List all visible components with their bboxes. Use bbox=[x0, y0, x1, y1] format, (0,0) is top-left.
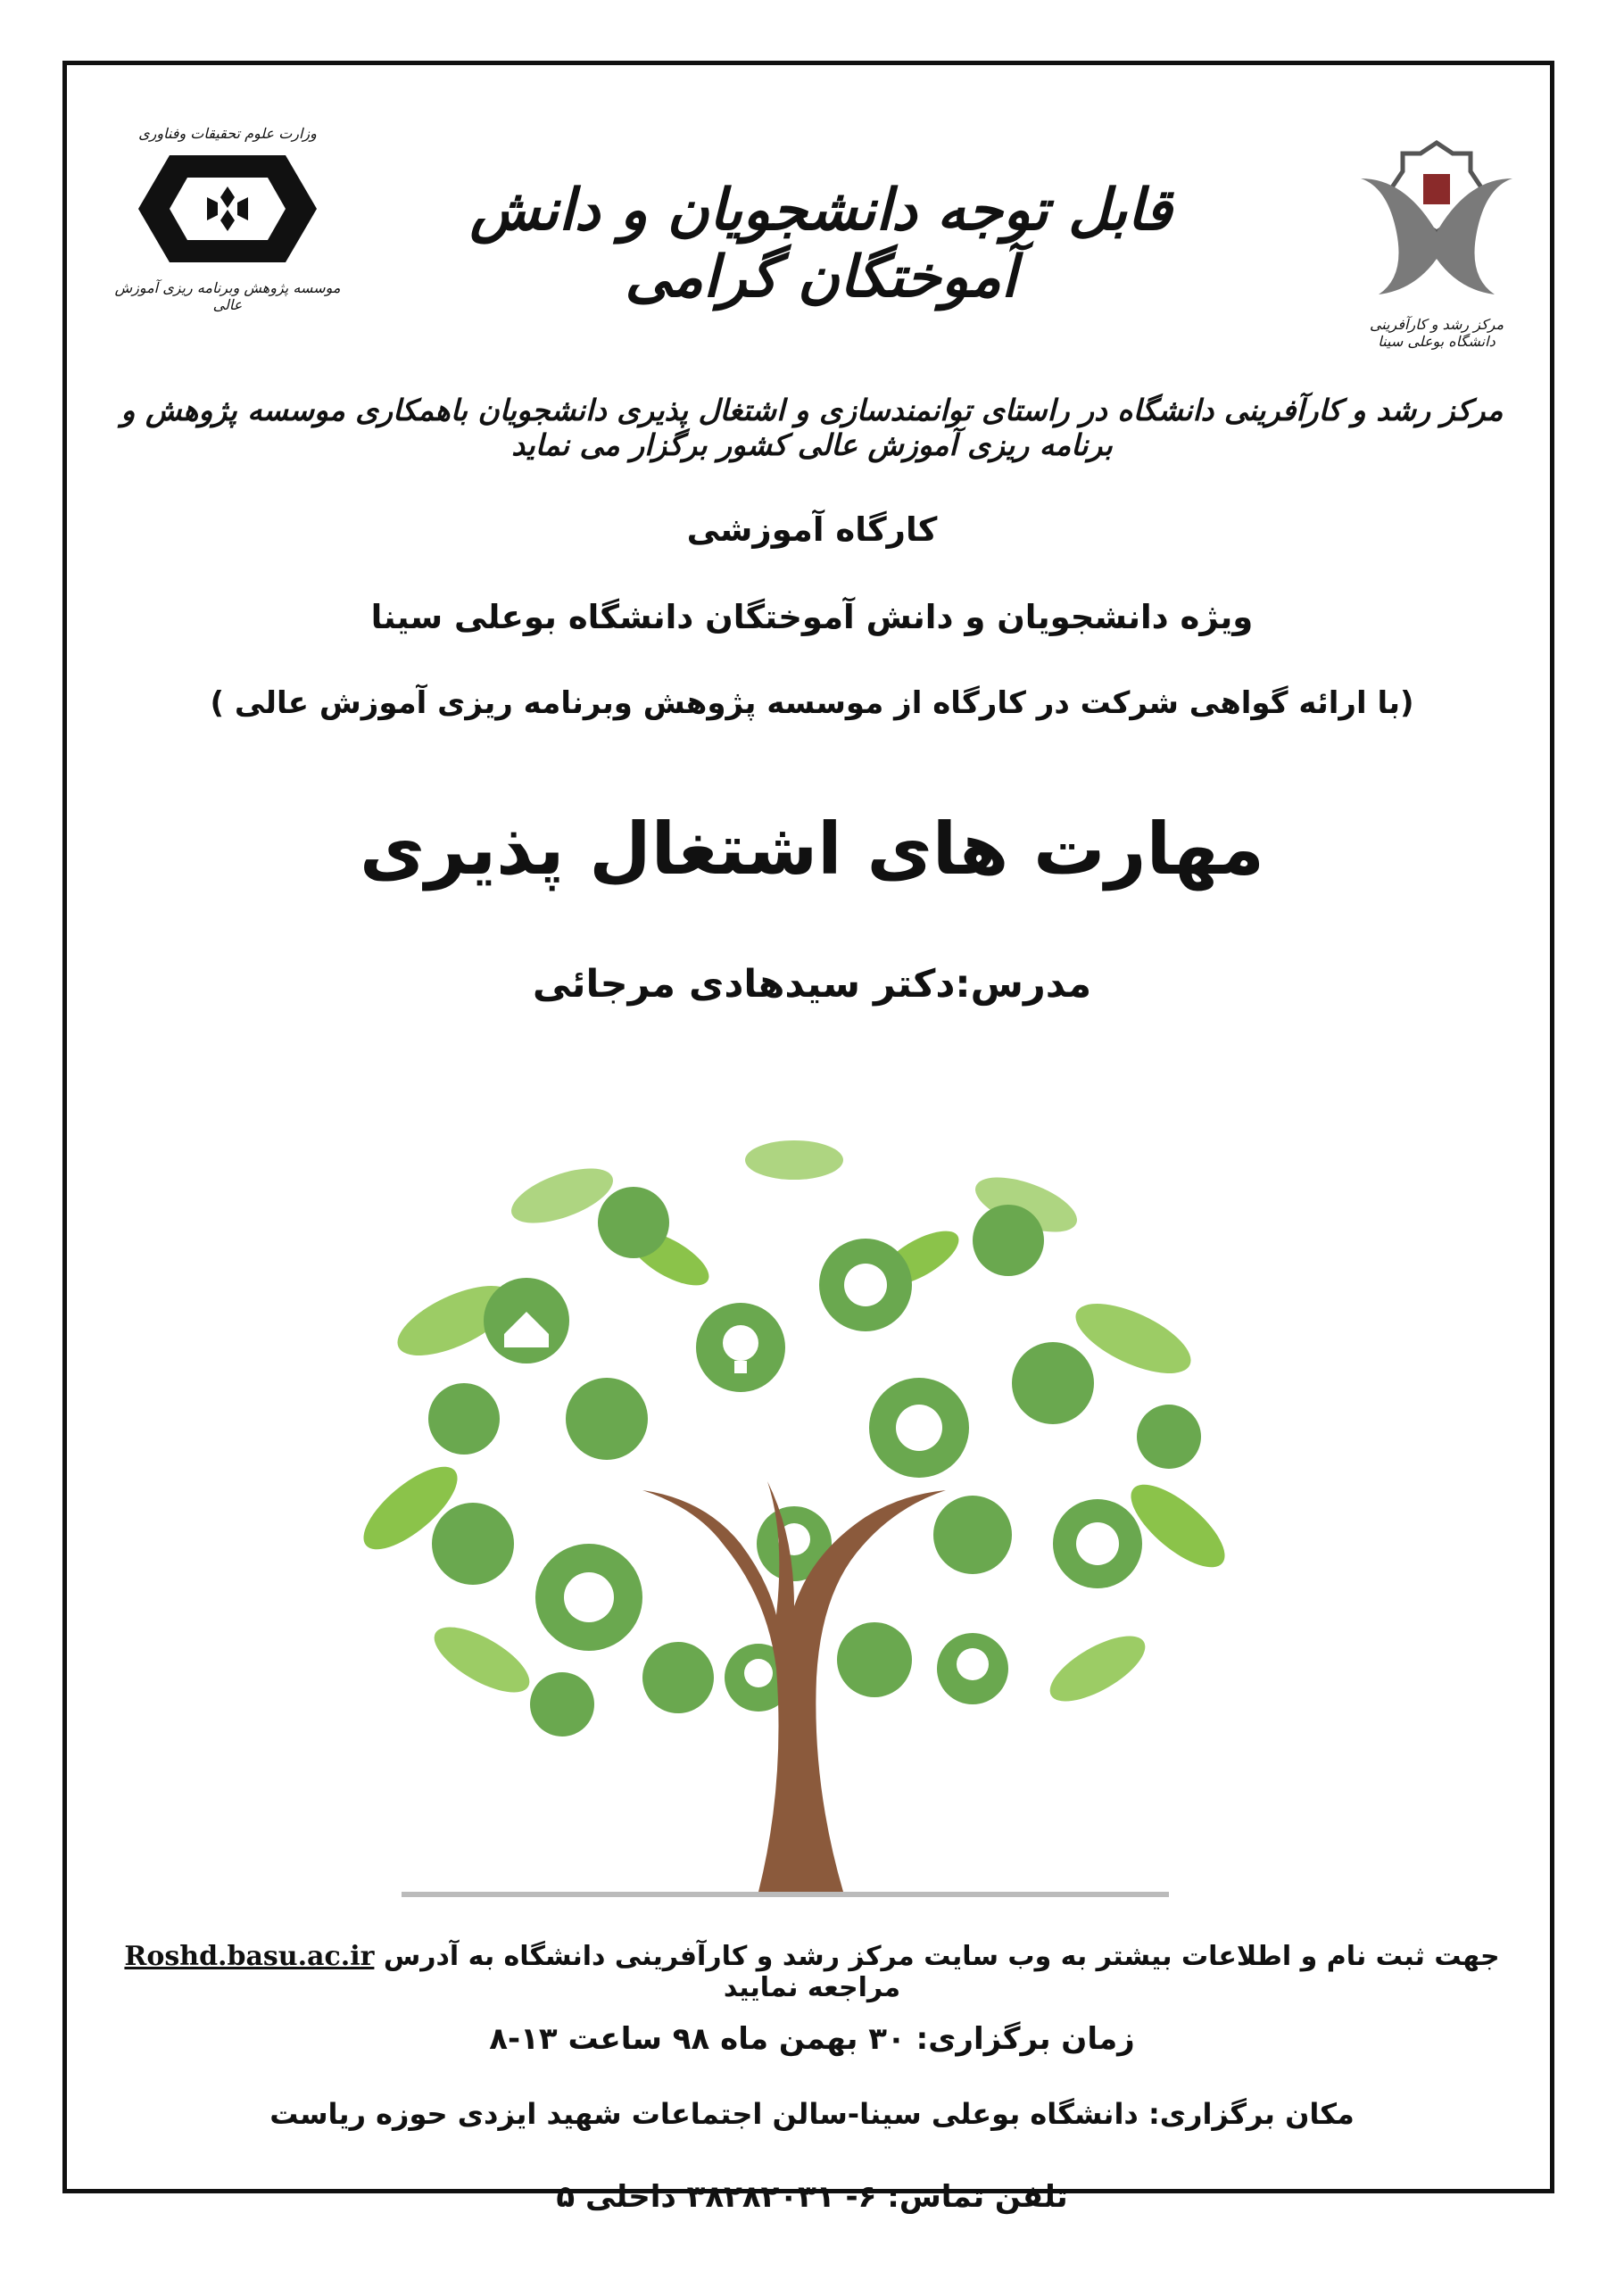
institute-caption: موسسه پژوهش وبرنامه ریزی آموزش عالی bbox=[114, 279, 341, 313]
ministry-logo bbox=[103, 125, 352, 339]
registration-line bbox=[107, 1941, 1517, 2003]
incubator-logo bbox=[1334, 125, 1539, 366]
workshop-label: کارگاه آموزشی bbox=[686, 510, 938, 549]
incubator-caption-1: مرکز رشد و کارآفرینی bbox=[1369, 316, 1504, 333]
incubator-caption-2: دانشگاه بوعلی سینا bbox=[1378, 333, 1496, 350]
ministry-caption: وزارت علوم تحقیقات وفناوری bbox=[138, 125, 317, 142]
registration-text-before: جهت ثبت نام و اطلاعات بیشتر به وب سایت مرکز رشد و کارآفرینی دانشگاه به آدرس bbox=[383, 1941, 1500, 1972]
event-time: زمان برگزاری: ۳۰ بهمن ماه ۹۸ ساعت ۱۳-۸ bbox=[489, 2021, 1135, 2057]
intro-paragraph: مرکز رشد و کارآفرینی دانشگاه در راستای توانمندسازی و اشتغال پذیری دانشجویان باهمکاری موسسه پژوهش و برنامه ریزی آموزش عالی کشور برگزار می نماید bbox=[120, 393, 1504, 462]
page-headline: قابل توجه دانشجویان و دانش آموختگان گرامی bbox=[469, 177, 1172, 311]
ministry-emblem-icon bbox=[120, 142, 335, 276]
registration-url-link[interactable]: Roshd.basu.ac.ir bbox=[124, 1941, 375, 1972]
contact-phone: تلفن تماس: ۶- ۳۸۲۸۲۰۳۱ داخلی ۵ bbox=[556, 2179, 1068, 2215]
registration-text-after: مراجعه نمایید bbox=[723, 1972, 901, 2003]
audience-line: ویژه دانشجویان و دانش آموختگان دانشگاه بوعلی سینا bbox=[370, 598, 1254, 636]
workshop-title: مهارت های اشتغال پذیری bbox=[360, 808, 1264, 891]
teacher-name: مدرس:دکتر سیدهادی مرجائی bbox=[532, 962, 1092, 1007]
tree-illustration bbox=[294, 1124, 1276, 1910]
certificate-note: (با ارائه گواهی شرکت در کارگاه از موسسه پژوهش وبرنامه ریزی آموزش عالی ) bbox=[210, 685, 1414, 721]
event-place: مکان برگزاری: دانشگاه بوعلی سینا-سالن اجتماعات شهید ایزدی حوزه ریاست bbox=[269, 2097, 1355, 2131]
incubator-emblem-icon bbox=[1334, 125, 1539, 312]
tree-ground bbox=[402, 1892, 1169, 1897]
